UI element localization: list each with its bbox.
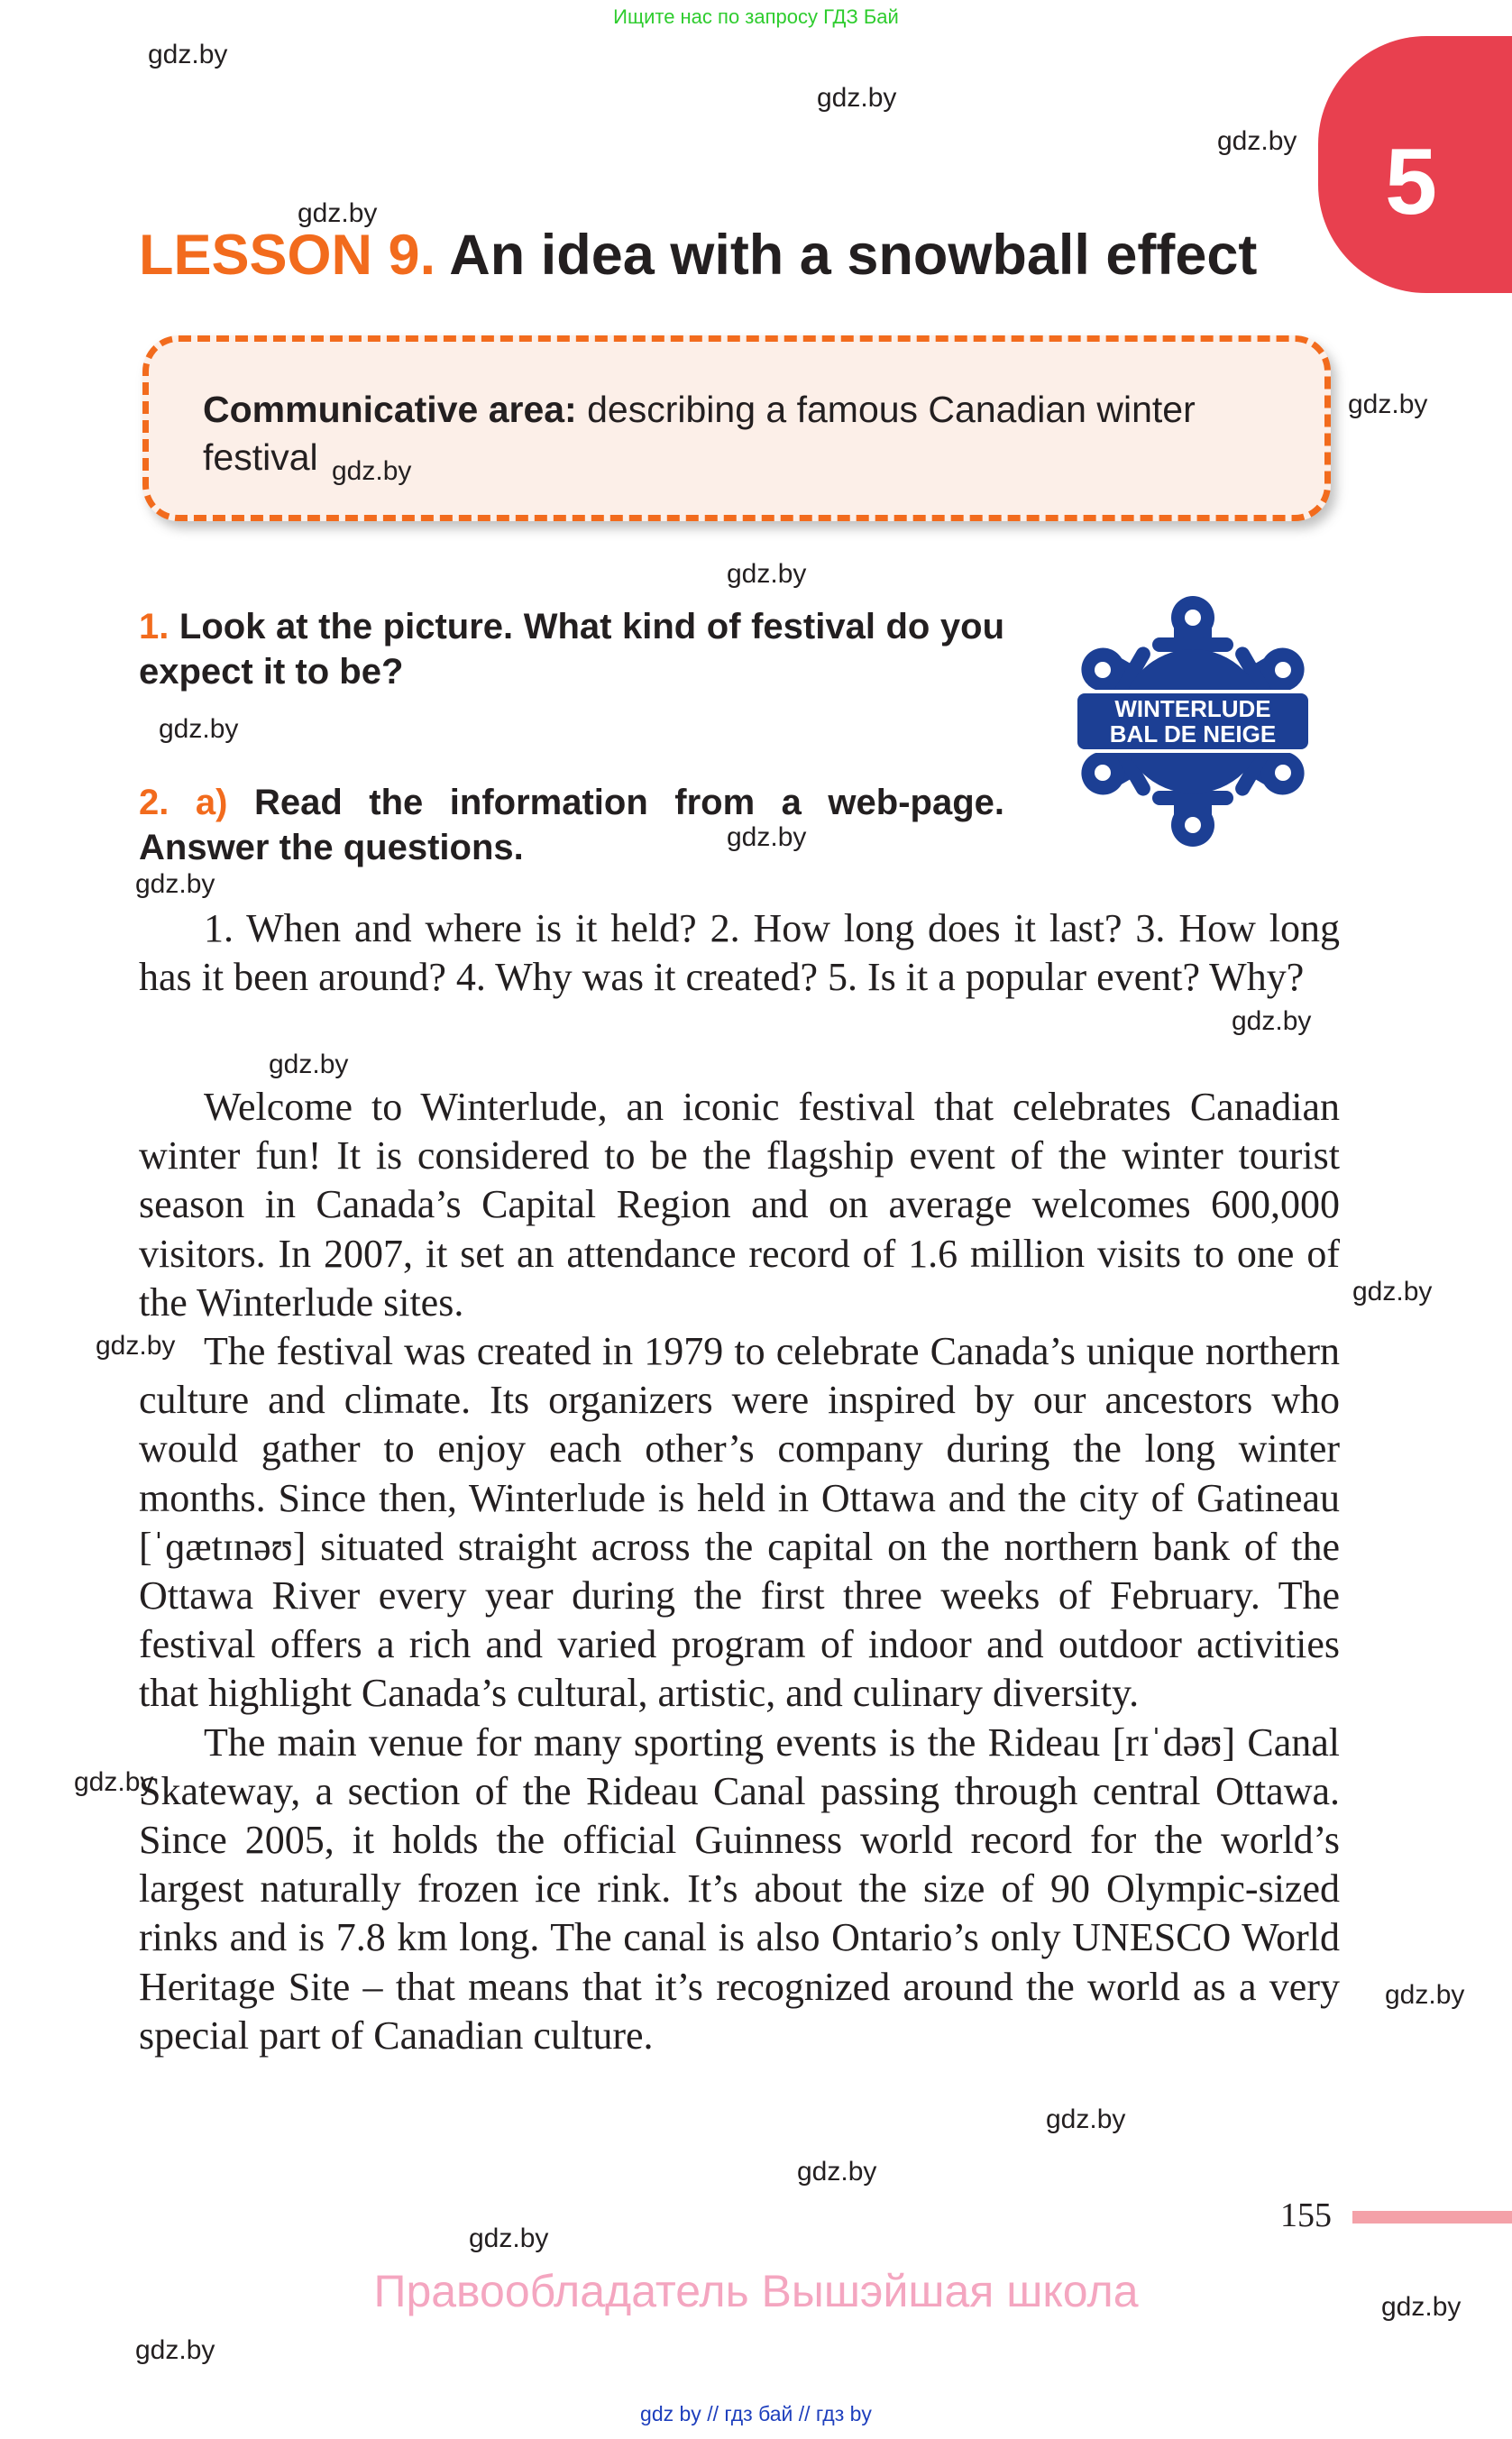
- communicative-area-description: describing a famous Canadian winter festival: [203, 389, 1196, 478]
- watermark: gdz.by: [1352, 1277, 1433, 1307]
- watermark: gdz.by: [148, 40, 228, 69]
- task-1-text: Look at the picture. What kind of festival do you expect it to be?: [139, 607, 1005, 692]
- questions-text: 1. When and where is it held? 2. How long does it last? 3. How long has it been around? 4. Why was it created? 5. Is it a popular event? Why?: [139, 906, 1340, 1000]
- watermark: gdz.by: [727, 822, 807, 852]
- watermark: gdz.by: [1381, 2292, 1462, 2322]
- page-number: 155: [1280, 2196, 1332, 2234]
- lesson-label: LESSON 9.: [139, 224, 436, 287]
- task-2: [139, 780, 1004, 870]
- lesson-name: An idea with a snowball effect: [449, 224, 1258, 287]
- winterlude-logo: [1062, 591, 1324, 852]
- task-2-text: Read the information from a web-page. Answer the questions.: [139, 783, 1004, 867]
- watermark: gdz.by: [469, 2224, 549, 2253]
- watermark: gdz.by: [135, 2335, 215, 2365]
- communicative-area-label: Communicative area:: [203, 389, 577, 430]
- questions-list: [139, 904, 1340, 1002]
- task-1-number: 1.: [139, 607, 170, 646]
- watermark: gdz.by: [1217, 126, 1297, 156]
- watermark: gdz.by: [298, 198, 378, 228]
- lesson-title: [139, 224, 1258, 287]
- watermark: gdz.by: [817, 83, 897, 113]
- watermark: gdz.by: [1348, 390, 1428, 419]
- logo-line-2: BAL DE NEIGE: [1109, 720, 1277, 747]
- watermark: gdz.by: [797, 2157, 877, 2187]
- task-1: [139, 604, 1004, 694]
- watermark: gdz.by: [727, 559, 807, 589]
- watermark: gdz.by: [1385, 1980, 1465, 2010]
- passage-paragraph-1: Welcome to Winterlude, an iconic festival that celebrates Canadian winter fun! It is considered to be the flagship event of the winter tourist season in Canada’s Capital Region and on average welcomes 600,000 visitors. In 2007, it set an attendance record of 1.6 million visits to one of the Winterlude sites.: [139, 1085, 1340, 1325]
- snowflake-emblem-icon: [1062, 591, 1324, 852]
- watermark: gdz.by: [332, 456, 412, 486]
- watermark: gdz.by: [159, 714, 239, 744]
- page-number-bar: [1352, 2211, 1512, 2224]
- passage-paragraph-3: The main venue for many sporting events is the Rideau [rɪˈdəʊ] Canal Skateway, a section of the Rideau Canal passing through central Ottawa. Since 2005, it holds the official Guinness world record for the world’s largest naturally frozen ice rink. It’s about the size of 90 Olympic-sized rinks and is 7.8 km long. The canal is also Ontario’s only UNESCO World Heritage Site – that means that it’s recognized around the world as a very special part of Canadian culture.: [139, 1719, 1340, 2058]
- top-search-banner[interactable]: Ищите нас по запросу ГДЗ Бай: [613, 5, 899, 28]
- logo-line-1: WINTERLUDE: [1114, 695, 1271, 722]
- watermark: gdz.by: [269, 1050, 349, 1079]
- watermark: gdz.by: [135, 869, 215, 899]
- bottom-links[interactable]: gdz by // гдз бай // гдз by: [640, 2402, 872, 2425]
- passage-paragraph-2: The festival was created in 1979 to celebrate Canada’s unique northern culture and climate. Its organizers were inspired by our ancestors who would gather to enjoy each other’s company during the long winter months. Since then, Winterlude is held in Ottawa and the city of Gatineau [ˈɡætɪnəʊ] situated straight across the capital on the northern bank of the Ottawa River every year during the first three weeks of February. The festival offers a rich and varied program of indoor and outdoor activities that highlight Canada’s cultural, artistic, and culinary diversity.: [139, 1329, 1340, 1716]
- rights-holder: Правообладатель Вышэйшая школа: [373, 2266, 1139, 2316]
- unit-number: 5: [1385, 130, 1437, 234]
- watermark: gdz.by: [1232, 1006, 1312, 1036]
- watermark: gdz.by: [74, 1767, 154, 1797]
- reading-passage: [139, 1083, 1340, 2060]
- task-2-number: 2. a): [139, 783, 228, 822]
- watermark: gdz.by: [1046, 2104, 1126, 2134]
- watermark: gdz.by: [96, 1331, 176, 1361]
